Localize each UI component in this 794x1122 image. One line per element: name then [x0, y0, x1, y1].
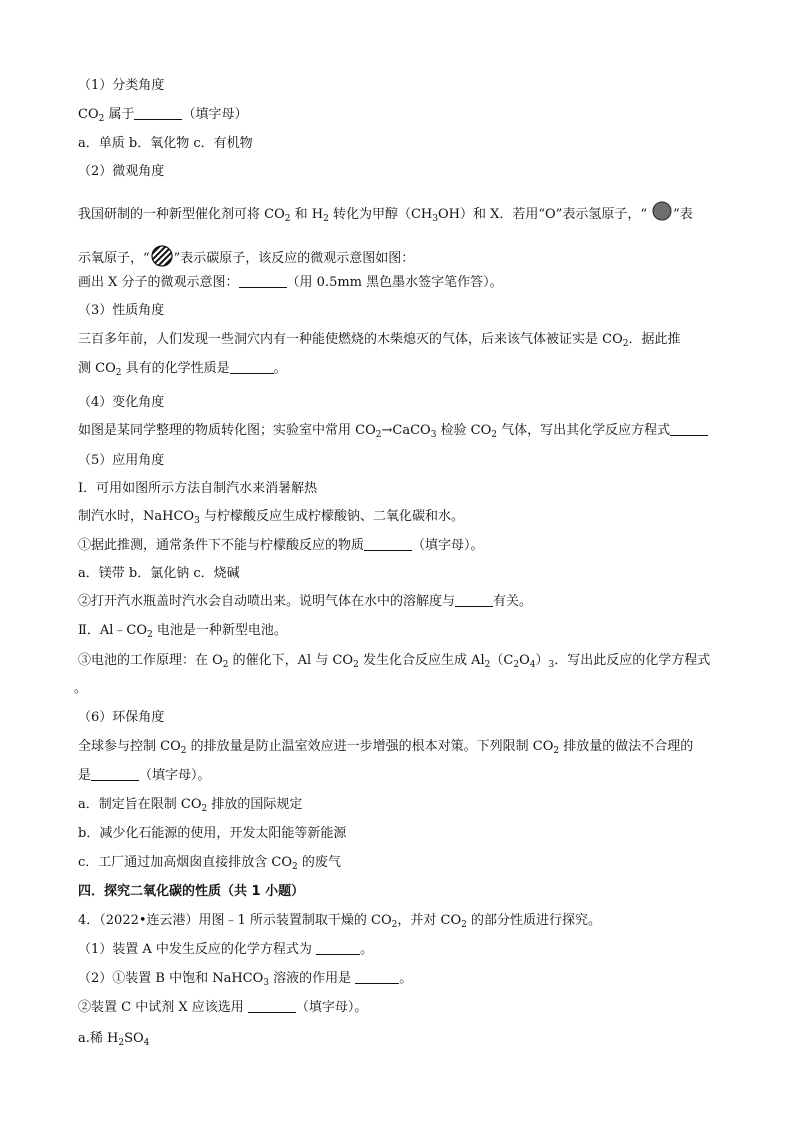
section5-q1 [78, 537, 484, 555]
section2-text3 [78, 274, 503, 292]
subscript: 2 [292, 862, 298, 872]
text: ②打开汽水瓶盖时汽水会自动喷出来。说明气体在水中的溶解度与 [78, 594, 456, 609]
answer-blank[interactable] [455, 593, 493, 607]
text: ②装置 C 中试剂 X 应该选用 [78, 1000, 248, 1015]
text: 的部分性质进行探究。 [466, 913, 602, 928]
subscript: 2 [622, 339, 629, 349]
text: Ⅱ．Al﹣CO [78, 623, 147, 638]
text: 溶液的作用是 [269, 971, 356, 986]
section5-q2 [78, 593, 532, 611]
text: 具有的化学性质是 [121, 361, 230, 376]
text: 排放量的做法不合理的 [559, 739, 694, 754]
section3-heading: （3）性质角度 [78, 303, 165, 318]
section4-text [78, 422, 708, 440]
text: 我国研制的一种新型催化剂可将 CO [78, 207, 285, 222]
text: ．写出此反应的化学方程式 [554, 653, 711, 668]
section5-make [78, 508, 464, 526]
answer-blank[interactable] [91, 767, 139, 781]
text: 的废气 [297, 855, 341, 870]
text: 的排放量是防止温室效应进一步增强的根本对策。下列限制 CO [186, 739, 554, 754]
text: 排放的国际规定 [207, 797, 303, 812]
text: （填字母）。 [139, 768, 211, 783]
part4-option-a [78, 1030, 149, 1048]
section3-text2 [78, 360, 287, 378]
subscript: 2 [461, 920, 467, 930]
text: 电池是一种新型电池。 [152, 623, 287, 638]
text: SO [124, 1031, 144, 1046]
text: 属于 [104, 107, 135, 122]
section2-heading: （2）微观角度 [78, 164, 165, 179]
text: 画出 X 分子的微观示意图： [78, 275, 239, 290]
text: ①据此推测，通常条件下不能与柠檬酸反应的物质 [78, 538, 365, 553]
section5-q3-end: 。 [74, 681, 88, 696]
text: 检验 CO [436, 423, 492, 438]
text: 发生化合反应生成 Al [358, 653, 485, 668]
text: c．工厂通过加高烟囱直接排放含 CO [78, 855, 293, 870]
subscript: 2 [284, 214, 291, 224]
subscript: 3 [263, 978, 270, 988]
subscript: 2 [147, 630, 153, 640]
answer-blank[interactable] [230, 360, 274, 374]
text: ”表 [673, 207, 693, 222]
section6-option-b: b．减少化石能源的使用，开发太阳能等新能源 [78, 826, 347, 841]
text: ，并对 CO [397, 913, 462, 928]
subscript: 2 [553, 746, 560, 756]
text: （填字母）。 [295, 1000, 368, 1015]
subscript: 2 [118, 1038, 125, 1048]
subscript: 2 [391, 920, 398, 930]
subscript: 3 [548, 660, 555, 670]
subscript: 3 [432, 214, 438, 224]
subscript: 2 [513, 660, 520, 670]
text: a．制定旨在限制 CO [78, 797, 202, 812]
text: O [519, 653, 530, 668]
text: →CaCO [381, 423, 431, 438]
subscript: 2 [115, 368, 122, 378]
section5-i-line: Ⅰ．可用如图所示方法自制汽水来消暑解热 [78, 481, 318, 496]
answer-blank[interactable] [248, 999, 296, 1013]
answer-blank[interactable] [239, 274, 287, 288]
answer-blank[interactable] [670, 422, 708, 436]
section5-q1-options: a．镁带 b．氯化钠 c．烧碱 [78, 566, 240, 581]
text: ”表示碳原子，该反应的微观示意图如图： [173, 251, 415, 266]
part4-sub1 [78, 941, 373, 959]
subscript: 2 [353, 660, 359, 670]
section6-text1 [78, 738, 693, 756]
text: ．据此推 [628, 332, 681, 347]
section2-text1 [78, 200, 693, 228]
text: （1）装置 A 中发生反应的化学方程式为 [78, 942, 317, 957]
subscript: 2 [375, 430, 382, 440]
hatched-circle-icon [150, 244, 174, 274]
section5-heading: （5）应用角度 [78, 453, 165, 468]
subscript: 3 [194, 516, 200, 526]
text: ③电池的工作原理：在 O [78, 653, 223, 668]
text: 三百多年前，人们发现一些洞穴内有一种能使燃烧的木柴熄灭的气体，后来该气体被证实是 CO [78, 332, 623, 347]
text: 是 [78, 768, 92, 783]
subscript: 2 [98, 114, 105, 124]
text: 。 [273, 361, 287, 376]
text: 。 [360, 942, 374, 957]
text: 与柠檬酸反应生成柠檬酸钠、二氧化碳和水。 [199, 509, 464, 524]
answer-blank[interactable] [134, 106, 182, 120]
text: 转化为甲醇（CH [328, 207, 433, 222]
text: 的催化下，Al 与 CO [228, 653, 354, 668]
subscript: 2 [484, 660, 491, 670]
section6-option-a [78, 796, 302, 814]
text: （填字母）。 [412, 538, 484, 553]
subscript: 2 [201, 804, 208, 814]
subscript: 2 [222, 660, 229, 670]
section1-options: a．单质 b．氧化物 c．有机物 [78, 136, 253, 151]
section5-q3 [78, 652, 710, 670]
part4-question [78, 912, 601, 930]
text: CO [78, 107, 99, 122]
section2-text2 [78, 244, 414, 274]
text: a.稀 H [78, 1031, 119, 1046]
text: ） [535, 653, 549, 668]
text: 测 CO [78, 361, 116, 376]
text: 4．（2022•连云港）用图﹣1 所示装置制取干燥的 CO [78, 913, 392, 928]
text: 气体，写出其化学反应方程式 [497, 423, 671, 438]
section6-heading: （6）环保角度 [78, 710, 165, 725]
gray-filled-circle-icon [651, 200, 673, 228]
section1-question [78, 106, 248, 124]
section6-text2 [78, 767, 211, 785]
subscript: 2 [323, 214, 329, 224]
text: 示氧原子，“ [78, 251, 150, 266]
subscript: 2 [180, 746, 187, 756]
section1-heading: （1）分类角度 [78, 78, 165, 93]
text: 。 [399, 971, 413, 986]
text: 制汽水时，NaHCO [78, 509, 195, 524]
text: （2）①装置 B 中饱和 NaHCO [78, 971, 264, 986]
text: 和 H [290, 207, 324, 222]
text: 全球参与控制 CO [78, 739, 181, 754]
part4-heading: 四．探究二氧化碳的性质（共 1 小题） [78, 884, 305, 899]
text: （填字母） [182, 107, 248, 122]
part4-sub3 [78, 999, 367, 1017]
section4-heading: （4）变化角度 [78, 395, 165, 410]
part4-sub2 [78, 970, 412, 988]
subscript: 2 [491, 430, 498, 440]
text: （C [490, 653, 514, 668]
subscript: 4 [143, 1038, 150, 1048]
text: OH）和 X．若用“O”表示氢原子，“ [437, 207, 647, 222]
answer-blank[interactable] [364, 537, 412, 551]
answer-blank[interactable] [355, 970, 399, 984]
subscript: 4 [529, 660, 536, 670]
subscript: 3 [430, 430, 437, 440]
text: 有关。 [493, 594, 533, 609]
section3-text1 [78, 331, 681, 349]
text: （用 0.5mm 黑色墨水签字笔作答）。 [286, 275, 503, 290]
section6-option-c [78, 854, 341, 872]
answer-blank[interactable] [316, 941, 360, 955]
text: 如图是某同学整理的物质转化图；实验室中常用 CO [78, 423, 376, 438]
section5-ii-line [78, 622, 287, 640]
